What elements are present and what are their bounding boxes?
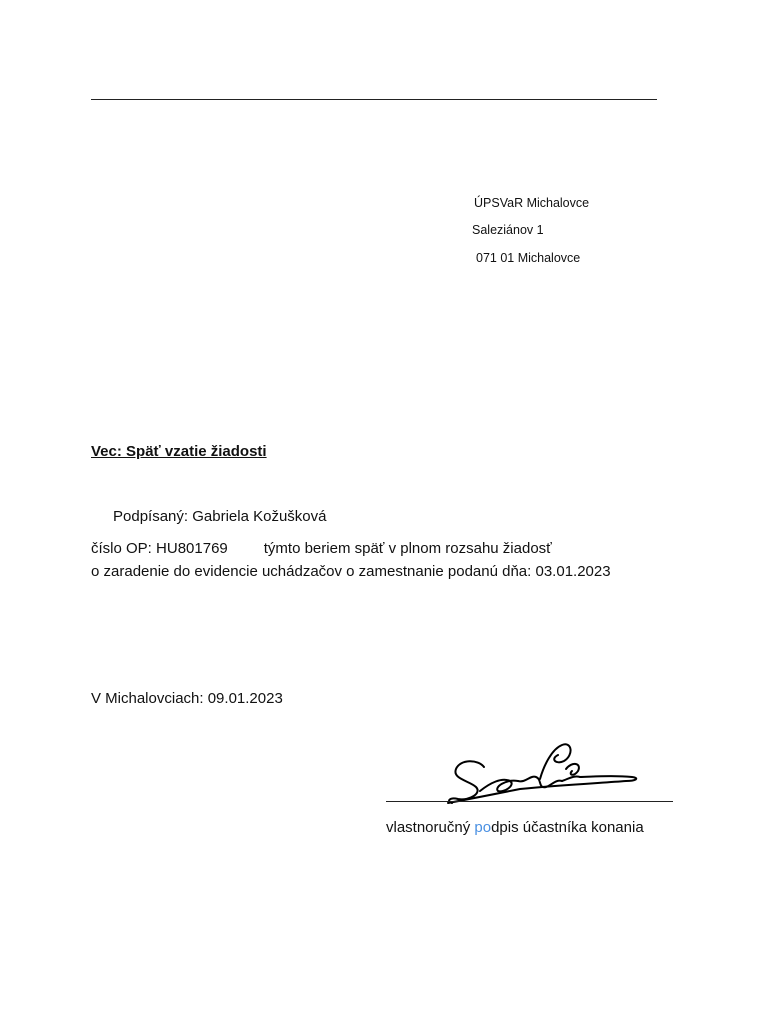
id-label: číslo OP: xyxy=(91,540,152,557)
application-line xyxy=(91,562,611,582)
withdrawal-statement: týmto beriem späť v plnom rozsahu žiadosť xyxy=(263,540,552,557)
id-line xyxy=(91,539,552,559)
place-date-line xyxy=(91,689,283,709)
signer-name: Gabriela Kožušková xyxy=(192,508,327,525)
subject-heading: Vec: Späť vzatie žiadosti xyxy=(91,443,267,460)
signature-rule xyxy=(386,801,673,802)
recipient-city: 071 01 Michalovce xyxy=(476,251,581,265)
recipient-street: Saleziánov 1 xyxy=(472,223,544,237)
signature-caption-part2: dpis účastníka konania xyxy=(491,819,644,836)
recipient-office: ÚPSVaR Michalovce xyxy=(474,196,590,210)
application-text: o zaradenie do evidencie uchádzačov o zamestnanie podanú dňa: xyxy=(91,563,532,580)
id-number: HU801769 xyxy=(156,540,228,557)
place-label: V Michalovciach: xyxy=(91,690,204,707)
signer-line xyxy=(113,507,326,527)
signature-caption-accent: po xyxy=(474,819,492,836)
header-rule xyxy=(91,99,657,100)
handwritten-signature xyxy=(440,735,645,815)
place-date: 09.01.2023 xyxy=(207,690,283,707)
signer-label: Podpísaný: xyxy=(113,508,189,525)
signature-caption xyxy=(386,819,644,836)
signature-caption-part1: vlastnoručný xyxy=(386,819,475,836)
application-date: 03.01.2023 xyxy=(535,563,611,580)
